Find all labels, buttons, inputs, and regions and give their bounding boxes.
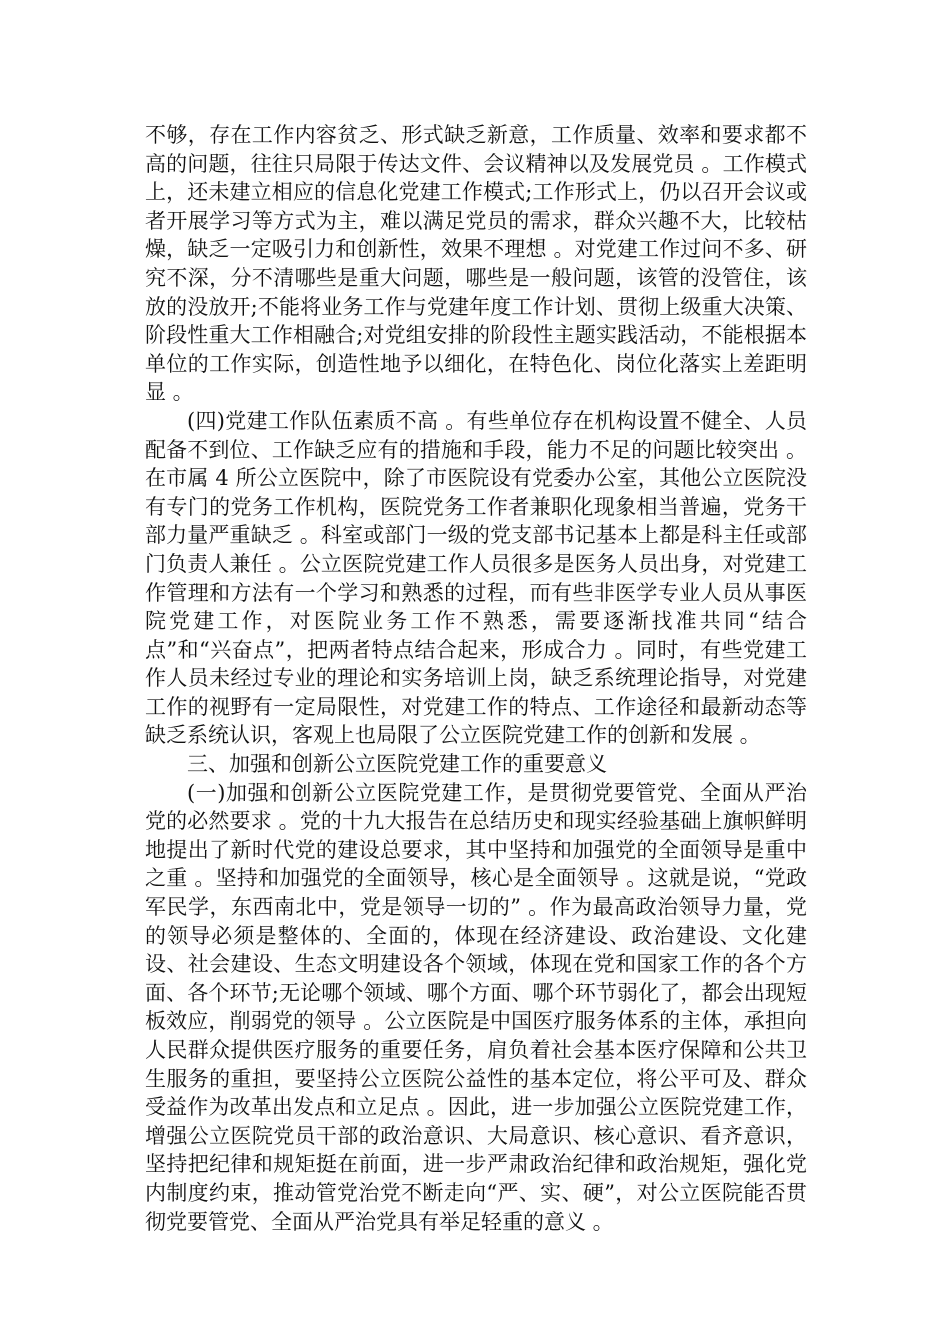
paragraph-strict-governance: (一)加强和创新公立医院党建工作，是贯彻党要管党、全面从严治党的必然要求 。党的十九大报告在总结历史和现实经验基础上旗帜鲜明地提出了新时代党的建设总要求，其中坚持和加强党的全面领导是重中之重 。坚持和加强党的全面领导，核心是全面领导 。这就是说，“党政军民学，东西南北中，党是领导一切的” 。作为最高政治领导力量，党的领导必须是整体的、全面的，体现在经济建设、政治建设、文化建设、社会建设、生态文明建设各个领域，体现在党和国家工作的各个方面、各个环节;无论哪个领域、哪个方面、哪个环节弱化了，都会出现短板效应，削弱党的领导 。公立医院是中国医疗服务体系的主体，承担向人民群众提供医疗服务的重要任务，肩负着社会基本医疗保障和公共卫生服务的重担，要坚持公立医院公益性的基本定位，将公平可及、群众受益作为改革出发点和立足点 。因此，进一步加强公立医院党建工作，增强公立医院党员干部的政治意识、大局意识、核心意识、看齐意识，坚持把纪律和规矩挺在前面，进一步严肃政治纪律和政治规矩，强化党内制度约束，推动管党治党不断走向“严、实、硬”，对公立医院能否贯彻党要管党、全面从严治党具有举足轻重的意义 。	[145, 780, 807, 1234]
paragraph-work-content: 不够，存在工作内容贫乏、形式缺乏新意，工作质量、效率和要求都不高的问题，往往只局限于传达文件、会议精神以及发展党员 。工作模式上，还未建立相应的信息化党建工作模式;工作形式上，仍以召开会议或者开展学习等方式为主，难以满足党员的需求，群众兴趣不大，比较枯燥，缺乏一定吸引力和创新性，效果不理想 。对党建工作过问不多、研究不深，分不清哪些是重大问题，哪些是一般问题，该管的没管住，该放的没放开;不能将业务工作与党建年度工作计划、贯彻上级重大决策、阶段性重大工作相融合;对党组安排的阶段性主题实践活动，不能根据本单位的工作实际，创造性地予以细化，在特色化、岗位化落实上差距明显 。	[145, 123, 807, 405]
paragraph-team-quality: (四)党建工作队伍素质不高 。有些单位存在机构设置不健全、人员配备不到位、工作缺乏应有的措施和手段，能力不足的问题比较突出 。在市属 4 所公立医院中，除了市医院设有党委办公室，其他公立医院没有专门的党务工作机构，医院党务工作者兼职化现象相当普遍，党务干部力量严重缺乏 。科室或部门一级的党支部书记基本上都是科主任或部门负责人兼任 。公立医院党建工作人员很多是医务人员出身，对党建工作管理和方法有一个学习和熟悉的过程，而有些非医学专业人员从事医院党建工作，对医院业务工作不熟悉，需要逐渐找准共同“结合点”和“兴奋点”，把两者特点结合起来，形成合力 。同时，有些党建工作人员未经过专业的理论和实务培训上岗，缺乏系统理论指导，对党建工作的视野有一定局限性，对党建工作的特点、工作途径和最新动态等缺乏系统认识，客观上也局限了公立医院党建工作的创新和发展 。	[145, 408, 807, 748]
section-heading-significance: 三、加强和创新公立医院党建工作的重要意义	[187, 752, 607, 777]
document-page	[145, 121, 807, 1236]
